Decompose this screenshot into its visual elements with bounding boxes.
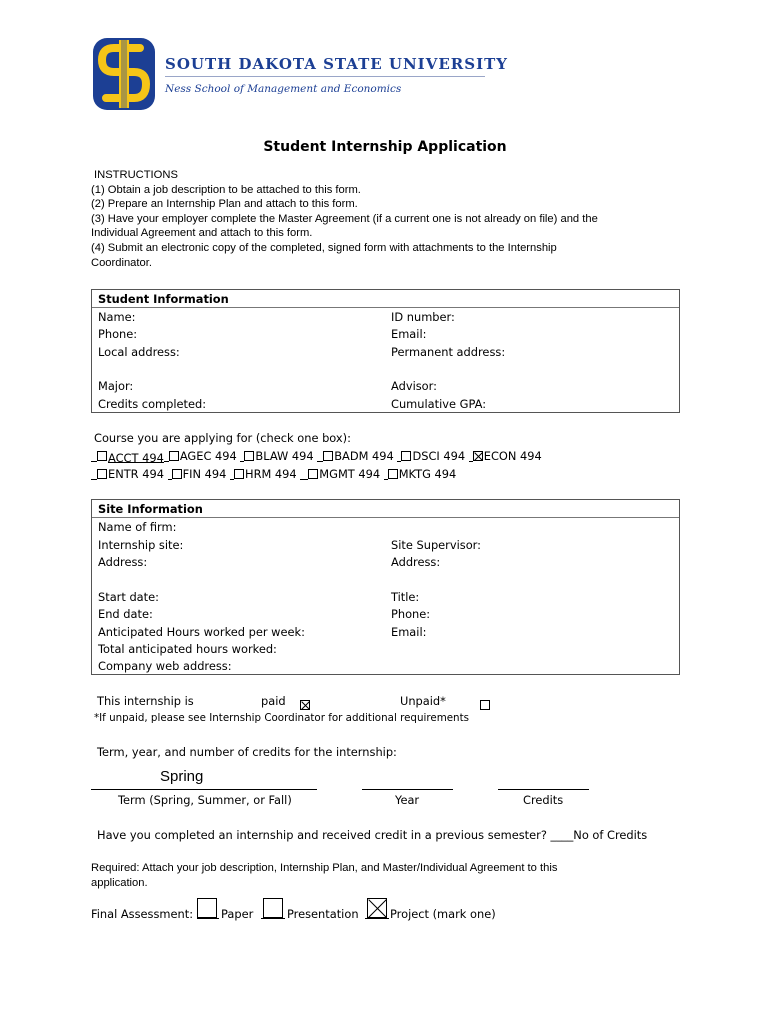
school-name: Ness School of Management and Economics xyxy=(165,83,402,95)
site-info-box xyxy=(91,499,680,675)
id-number-field[interactable]: ID number: xyxy=(391,310,455,324)
permanent-address-field[interactable]: Permanent address: xyxy=(391,345,506,359)
course-checkbox-mgmt[interactable] xyxy=(308,469,318,479)
university-name: SOUTH DAKOTA STATE UNIVERSITY xyxy=(165,55,508,73)
form-title: Student Internship Application xyxy=(263,139,507,155)
advisor-field[interactable]: Advisor: xyxy=(391,379,437,393)
required-note xyxy=(91,861,691,890)
course-label-agec: AGEC 494 xyxy=(179,449,237,463)
course-checkbox-blaw[interactable] xyxy=(244,451,254,461)
instructions-heading: INSTRUCTIONS xyxy=(94,169,178,181)
term-label: Term (Spring, Summer, or Fall) xyxy=(118,793,292,807)
student-info-divider xyxy=(92,307,679,308)
project-underline xyxy=(365,918,389,919)
required-line-1: Required: Attach your job description, Internship Plan, and Master/Individual Agreement to this xyxy=(91,862,558,874)
presentation-checkbox[interactable] xyxy=(263,898,283,918)
term-underline xyxy=(91,789,317,790)
major-field[interactable]: Major: xyxy=(98,379,134,393)
required-line-2: application. xyxy=(91,876,148,889)
instruction-4-cont: Coordinator. xyxy=(91,256,152,269)
course-label-mgmt: MGMT 494 xyxy=(319,467,381,481)
email-field[interactable]: Email: xyxy=(391,327,427,341)
internship-paid-label: This internship is xyxy=(97,694,194,708)
supervisor-title-field[interactable]: Title: xyxy=(391,590,420,604)
term-prompt: Term, year, and number of credits for the internship: xyxy=(97,745,397,759)
site-supervisor-field[interactable]: Site Supervisor: xyxy=(391,538,481,552)
previous-internship-question: Have you completed an internship and received credit in a previous semester? ____No of Credits xyxy=(97,828,648,842)
unpaid-note: *If unpaid, please see Internship Coordinator for additional requirements xyxy=(94,712,469,724)
instruction-2: (2) Prepare an Internship Plan and attach to this form. xyxy=(91,198,358,211)
course-label-blaw: BLAW 494 xyxy=(255,449,314,463)
credits-completed-field[interactable]: Credits completed: xyxy=(98,397,207,411)
paper-label: Paper xyxy=(221,907,254,921)
supervisor-address-field[interactable]: Address: xyxy=(391,555,441,569)
presentation-underline xyxy=(261,918,285,919)
course-prompt: Course you are applying for (check one box): xyxy=(94,431,351,445)
credits-underline xyxy=(498,789,589,790)
year-label: Year xyxy=(395,793,420,807)
term-value[interactable]: Spring xyxy=(160,768,204,785)
course-checkbox-fin[interactable] xyxy=(172,469,182,479)
final-assessment-label: Final Assessment: xyxy=(91,907,194,921)
unpaid-label: Unpaid* xyxy=(400,694,446,708)
paid-checkbox[interactable] xyxy=(300,700,310,710)
year-underline xyxy=(362,789,453,790)
course-label-mktg: MKTG 494 xyxy=(398,467,457,481)
instruction-1: (1) Obtain a job description to be attached to this form. xyxy=(91,183,361,196)
phone-field[interactable]: Phone: xyxy=(98,327,138,341)
project-label: Project (mark one) xyxy=(390,907,496,921)
cumulative-gpa-field[interactable]: Cumulative GPA: xyxy=(391,397,487,411)
course-label-acct: ACCT 494 xyxy=(108,451,164,465)
name-field[interactable]: Name: xyxy=(98,310,136,324)
instruction-3-cont: Individual Agreement and attach to this form. xyxy=(91,227,313,240)
unpaid-checkbox[interactable] xyxy=(480,700,490,710)
course-label-badm: BADM 494 xyxy=(334,449,394,463)
course-checkbox-badm[interactable] xyxy=(323,451,333,461)
course-label-entr: ENTR 494 xyxy=(108,467,164,481)
instruction-3: (3) Have your employer complete the Master Agreement (if a current one is not already on file) and the xyxy=(91,212,598,225)
course-label-dsci: DSCI 494 xyxy=(412,449,466,463)
paper-checkbox[interactable] xyxy=(197,898,217,918)
course-row-2 xyxy=(91,467,456,481)
project-checkbox[interactable] xyxy=(367,898,387,918)
course-checkbox-mktg[interactable] xyxy=(388,469,398,479)
instructions xyxy=(91,168,691,270)
presentation-label: Presentation xyxy=(287,907,359,921)
course-row-1 xyxy=(91,449,542,463)
course-checkbox-entr[interactable] xyxy=(97,469,107,479)
sdsu-logo xyxy=(90,36,158,112)
internship-site-field[interactable]: Internship site: xyxy=(98,538,184,552)
instruction-4: (4) Submit an electronic copy of the completed, signed form with attachments to the Internship xyxy=(91,241,557,254)
site-address-field[interactable]: Address: xyxy=(98,555,148,569)
course-label-econ: ECON 494 xyxy=(483,449,542,463)
paper-underline xyxy=(197,918,219,919)
site-info-divider xyxy=(92,517,679,518)
course-checkbox-hrm[interactable] xyxy=(234,469,244,479)
course-checkbox-dsci[interactable] xyxy=(401,451,411,461)
student-info-heading: Student Information xyxy=(98,292,229,306)
company-web-field[interactable]: Company web address: xyxy=(98,659,232,673)
course-checkbox-acct[interactable] xyxy=(97,451,107,461)
header-rule xyxy=(165,76,485,77)
paid-label: paid xyxy=(261,694,286,708)
course-checkbox-agec[interactable] xyxy=(169,451,179,461)
site-info-heading: Site Information xyxy=(98,502,203,516)
firm-name-field[interactable]: Name of firm: xyxy=(98,520,177,534)
local-address-field[interactable]: Local address: xyxy=(98,345,180,359)
hours-per-week-field[interactable]: Anticipated Hours worked per week: xyxy=(98,625,305,639)
start-date-field[interactable]: Start date: xyxy=(98,590,159,604)
end-date-field[interactable]: End date: xyxy=(98,607,153,621)
supervisor-phone-field[interactable]: Phone: xyxy=(391,607,431,621)
supervisor-email-field[interactable]: Email: xyxy=(391,625,427,639)
course-label-hrm: HRM 494 xyxy=(245,467,297,481)
total-hours-field[interactable]: Total anticipated hours worked: xyxy=(98,642,277,656)
student-info-box xyxy=(91,289,680,413)
course-label-fin: FIN 494 xyxy=(182,467,227,481)
course-checkbox-econ[interactable] xyxy=(473,451,483,461)
credits-label: Credits xyxy=(523,793,564,807)
